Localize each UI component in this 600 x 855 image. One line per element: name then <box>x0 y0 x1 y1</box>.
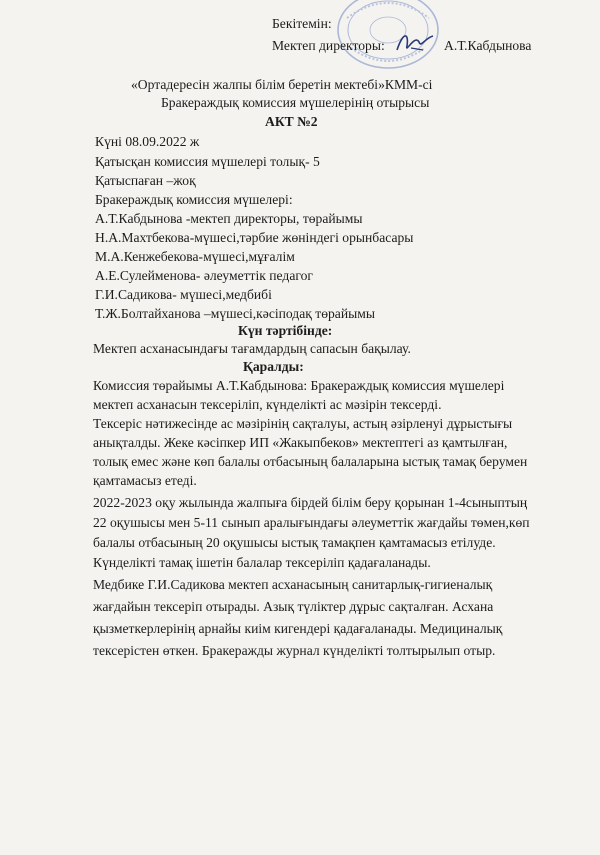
member-item: Г.И.Садикова- мүшесі,медбибі <box>95 287 272 302</box>
body-line: Медбике Г.И.Садикова мектеп асханасының санитарлық-гигиеналық <box>93 577 493 592</box>
director-name: А.Т.Кабдынова <box>444 38 532 53</box>
body-line: қызметкерлерінің арнайы киім кигендері қадағаланады. Медициналық <box>93 621 503 636</box>
considered-heading: Қаралды: <box>243 359 304 374</box>
act-title: АКТ №2 <box>265 114 318 129</box>
body-line: балалы отбасының 20 оқушысы ыстық тамақпен қамтамасыз етілуде. <box>93 535 496 550</box>
body-line: анықталды. Жеке кәсіпкер ИП «Жакыпбеков» мектептегі аз қамтылған, <box>93 435 508 450</box>
members-heading: Бракераждық комиссия мүшелері: <box>95 192 293 207</box>
body-line: 2022-2023 оқу жылында жалпыға бірдей білім беру қорынан 1-4сыныптың <box>93 495 528 510</box>
body-line: толық емес және көп балалы отбасының балаларына ыстық тамақ берумен <box>93 454 528 469</box>
present-line: Қатысқан комиссия мүшелері толық- 5 <box>95 154 320 169</box>
absent-line: Қатыспаған –жоқ <box>95 173 196 188</box>
body-line: қамтамасыз етеді. <box>93 473 197 488</box>
member-item: М.А.Кенжебекова-мүшесі,мұғалім <box>95 249 295 264</box>
approve-label: Бекітемін: <box>272 16 332 31</box>
member-item: Н.А.Махтбекова-мүшесі,тәрбие жөніндегі орынбасары <box>95 230 414 245</box>
meeting-line: Бракераждық комиссия мүшелерінің отырысы <box>161 95 430 110</box>
director-label: Мектеп директоры: <box>272 38 385 53</box>
agenda-heading: Күн тәртібінде: <box>238 323 333 338</box>
body-line: жағдайын тексеріп отырады. Азық түліктер дұрыс сақталған. Асхана <box>93 599 494 614</box>
body-line: Тексеріс нәтижесінде ас мәзірінің сақталуы, астың әзірленуі дұрыстығы <box>93 416 513 431</box>
agenda-text: Мектеп асханасындағы тағамдардың сапасын бақылау. <box>93 341 411 356</box>
director-signature <box>393 28 437 58</box>
body-line: мектеп асханасын тексеріліп, күнделікті ас мәзірін тексерді. <box>93 397 442 412</box>
member-item: Т.Ж.Болтайханова –мүшесі,кәсіподақ төрайымы <box>95 306 375 321</box>
member-item: А.Е.Сулейменова- әлеуметтік педагог <box>95 268 313 283</box>
body-line: тексерістен өткен. Бракеражды журнал күнделікті толтырылып отыр. <box>93 643 496 658</box>
body-line: Күнделікті тамақ ішетін балалар тексеріліп қадағаланады. <box>93 555 431 570</box>
act-date: Күні 08.09.2022 ж <box>95 134 200 149</box>
body-line: 22 оқушысы мен 5-11 сынып аралығындағы әлеуметтік жағдайы төмен,көп <box>93 515 530 530</box>
body-line: Комиссия төрайымы А.Т.Кабдынова: Бракераждық комиссия мүшелері <box>93 378 505 393</box>
organization-line: «Ортадересін жалпы білім беретін мектебі»КММ-сі <box>131 77 433 92</box>
member-item: А.Т.Кабдынова -мектеп директоры, төрайымы <box>95 211 363 226</box>
